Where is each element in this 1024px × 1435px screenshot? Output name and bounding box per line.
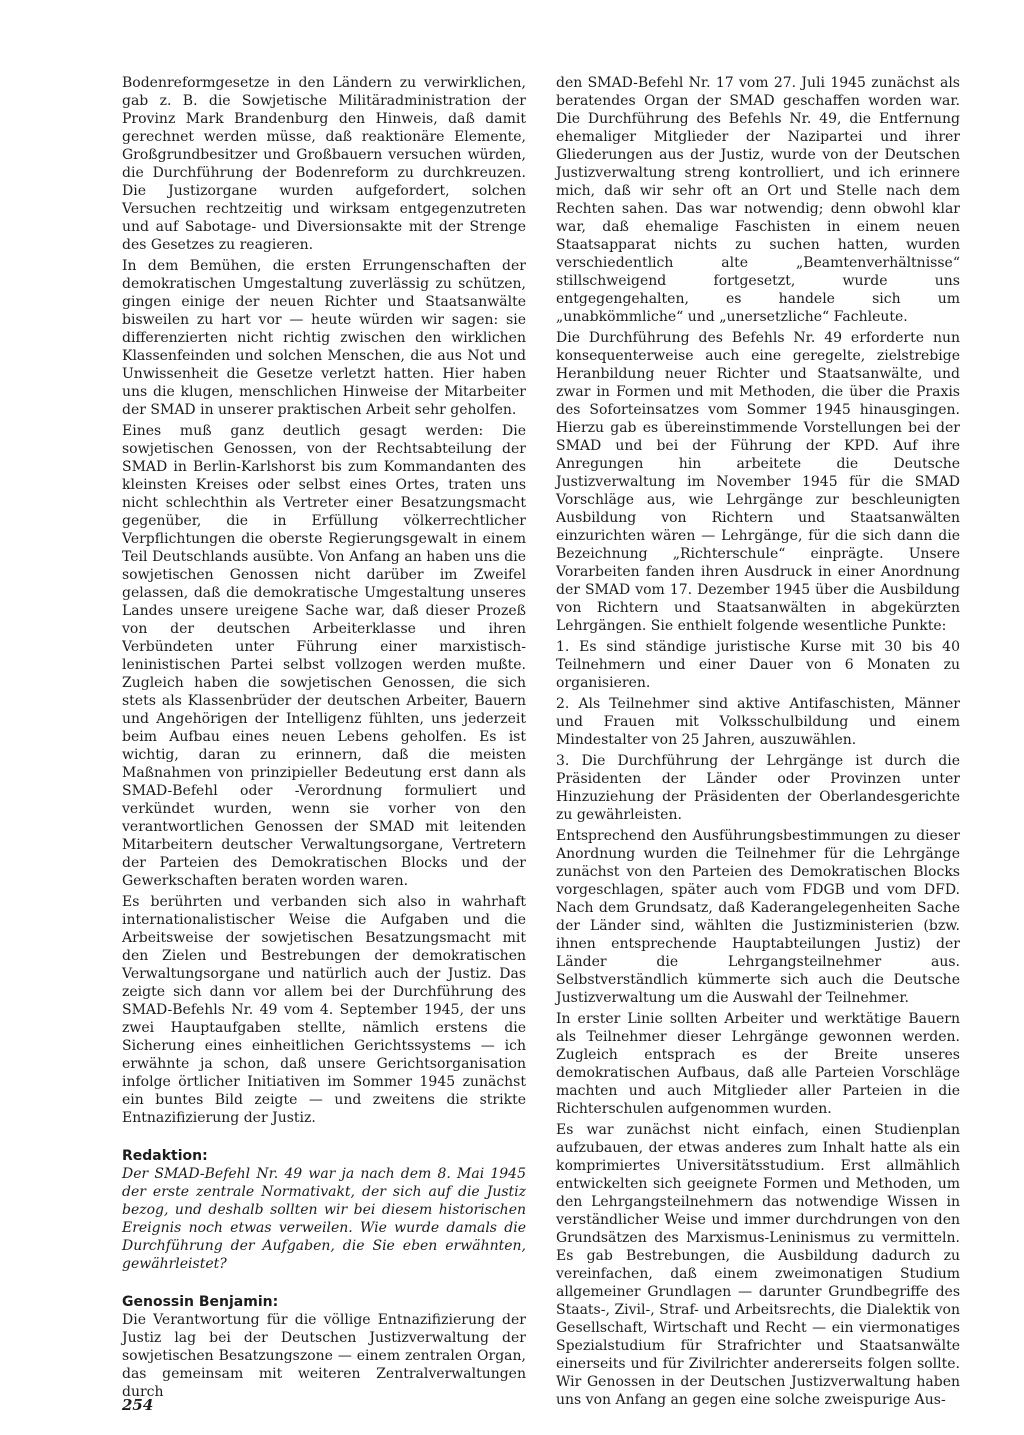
speaker-heading: Redaktion: [122, 1148, 208, 1164]
paragraph: In erster Linie sollten Arbeiter und werktätige Bauern als Teilnehmer dieser Lehrgänge gewonnen werden. Zugleich entsprach es der Breite unseres demokratischen Aufbaus, daß alle Parteien Vorschläge machten und auch Mitglieder aller Parteien in die Richterschulen aufgenommen wurden. [556, 1011, 960, 1117]
paragraph: Es berührten und verbanden sich also in wahrhaft internationalistischer Weise die Aufgaben und die Arbeitsweise der sowjetischen Besatzungsmacht mit den Zielen und Bestrebungen der demokratischen Verwaltungsorgane und natürlich auch der Justiz. Das zeigte sich dann vor allem bei der Durchführung des SMAD-Befehls Nr. 49 vom 4. September 1945, der uns zwei Hauptaufgaben stellte, nämlich erstens die Sicherung eines einheitlichen Gerichtssystems — ich erwähnte ja schon, daß unsere Gerichtsorganisation infolge örtlicher Initiativen im Sommer 1945 zunächst ein buntes Bild zeigte — und zweitens die strikte Entnazifizierung der Justiz. [122, 894, 526, 1126]
speaker-heading: Genossin Benjamin: [122, 1294, 279, 1310]
paragraph: Die Durchführung des Befehls Nr. 49 erforderte nun konsequenterweise auch eine geregelte, zielstrebige Heranbildung neuer Richter und Staatsanwälte, und zwar in Formen und mit Methoden, die über die Praxis des Soforteinsatzes vom Sommer 1945 hinausgingen. Hierzu gab es übereinstimmende Vorstellungen bei der SMAD und bei der Führung der KPD. Auf ihre Anregungen hin arbeitete die Deutsche Justizverwaltung im November 1945 für die SMAD Vorschläge aus, wie Lehrgänge zur beschleunigten Ausbildung von Richtern und Staatsanwälten einzurichten wären — Lehrgänge, für die sich dann die Bezeichnung „Richterschule“ einprägte. Unsere Vorarbeiten fanden ihren Ausdruck in einer Anordnung der SMAD vom 17. Dezember 1945 über die Ausbildung von Richtern und Staatsanwälten in abgekürzten Lehrgängen. Sie enthielt folgende wesentliche Punkte: [556, 330, 960, 634]
editorial-question: Der SMAD-Befehl Nr. 49 war ja nach dem 8. Mai 1945 der erste zentrale Normativakt, der sich auf die Justiz bezog, und deshalb sollten wir bei diesem historischen Ereignis noch etwas verweilen. Wie wurde damals die Durchführung der Aufgaben, die Sie eben erwähnten, gewährleistet? [122, 1166, 526, 1272]
page-number: 254 [122, 1396, 154, 1414]
right-column [556, 74, 960, 1412]
numbered-point: 2. Als Teilnehmer sind aktive Antifaschisten, Männer und Frauen mit Volksschulbildung und einem Mindestalter von 25 Jahren, auszuwählen. [556, 696, 960, 748]
paragraph: Es war zunächst nicht einfach, einen Studienplan aufzubauen, der etwas anderes zum Inhalt hatte als ein komprimiertes Universitätsstudium. Erst allmählich entwickelten sich geeignete Formen und Methoden, um den Lehrgangsteilnehmern das notwendige Wissen in verständlicher Weise und immer durchdrungen von den Grundsätzen des Marxismus-Leninismus zu vermitteln. Es gab Bestrebungen, die Ausbildung dadurch zu vereinfachen, daß einem zweimonatigen Studium allgemeiner Grundlagen — darunter Grundbegriffe des Staats-, Zivil-, Straf- und Arbeitsrechts, die Dialektik von Gesellschaft, Wirtschaft und Recht — ein viermonatiges Spezialstudium für Strafrichter und Staatsanwälte einerseits und für Zivilrichter andererseits folgen sollte. Wir Genossen in der Deutschen Justizverwaltung haben uns von Anfang an gegen eine solche zweispurige Aus- [556, 1122, 960, 1408]
paragraph: Bodenreformgesetze in den Ländern zu verwirklichen, gab z. B. die Sowjetische Militäradministration der Provinz Mark Brandenburg den Hinweis, daß damit gerechnet werden müsse, daß reaktionäre Elemente, Großgrundbesitzer und Großbauern versuchen würden, die Durchführung der Bodenreform zu durchkreuzen. Die Justizorgane wurden aufgefordert, solchen Versuchen rechtzeitig und wirksam entgegenzutreten und auf Sabotage- und Diversionsakte mit der Strenge des Gesetzes zu reagieren. [122, 75, 526, 253]
numbered-point: 3. Die Durchführung der Lehrgänge ist durch die Präsidenten der Länder oder Provinzen unter Hinzuziehung der Präsidenten der Oberlandesgerichte zu gewährleisten. [556, 753, 960, 823]
paragraph: Die Verantwortung für die völlige Entnazifizierung der Justiz lag bei der Deutschen Justizverwaltung der sowjetischen Besatzungszone — einem zentralen Organ, das gemeinsam mit weiteren Zentralverwaltungen durch [122, 1312, 526, 1400]
paragraph: den SMAD-Befehl Nr. 17 vom 27. Juli 1945 zunächst als beratendes Organ der SMAD geschaffen worden war. Die Durchführung des Befehls Nr. 49, die Entfernung ehemaliger Mitglieder der Nazipartei und ihrer Gliederungen aus der Justiz, wurde von der Deutschen Justizverwaltung streng kontrolliert, und ich erinnere mich, daß wir sehr oft an Ort und Stelle nach dem Rechten sahen. Das war notwendig; denn obwohl klar war, daß ehemalige Faschisten in einem neuen Staatsapparat nichts zu suchen hatten, wurden verschiedentlich alte „Beamtenverhältnisse“ stillschweigend fortgesetzt, wurde uns entgegengehalten, es handele sich um „unabkömmliche“ und „unersetzliche“ Fachleute. [556, 75, 960, 325]
left-column [122, 74, 526, 1404]
paragraph: In dem Bemühen, die ersten Errungenschaften der demokratischen Umgestaltung zuverlässig zu schützen, gingen einige der neuen Richter und Staatsanwälte bisweilen zu hart vor — heute würden wir sagen: sie differenzierten nicht richtig zwischen den wirklichen Klassenfeinden und solchen Menschen, die aus Not und Unwissenheit die Gesetze verletzt hatten. Hier haben uns die klugen, menschlichen Hinweise der Mitarbeiter der SMAD in unserer praktischen Arbeit sehr geholfen. [122, 258, 526, 418]
paragraph: Entsprechend den Ausführungsbestimmungen zu dieser Anordnung wurden die Teilnehmer für die Lehrgänge zunächst von den Parteien des Demokratischen Blocks vorgeschlagen, später auch vom FDGB und vom DFD. Nach dem Grundsatz, daß Kaderangelegenheiten Sache der Länder sind, wählten die Justizministerien (bzw. ihnen entsprechende Hauptabteilungen Justiz) der Länder die Lehrgangsteilnehmer aus. Selbstverständlich kümmerte sich auch die Deutsche Justizverwaltung um die Auswahl der Teilnehmer. [556, 828, 960, 1006]
numbered-point: 1. Es sind ständige juristische Kurse mit 30 bis 40 Teilnehmern und einer Dauer von 6 Monaten zu organisieren. [556, 639, 960, 691]
paragraph: Eines muß ganz deutlich gesagt werden: Die sowjetischen Genossen, von der Rechtsabteilung der SMAD in Berlin-Karlshorst bis zum Kommandanten des kleinsten Kreises oder selbst eines Ortes, traten uns nicht schlechthin als Vertreter einer Besatzungsmacht gegenüber, die in Erfüllung völkerrechtlicher Verpflichtungen die oberste Regierungsgewalt in einem Teil Deutschlands ausübte. Von Anfang an haben uns die sowjetischen Genossen nicht darüber im Zweifel gelassen, daß die demokratische Umgestaltung unseres Landes unsere ureigene Sache war, daß dieser Prozeß von der deutschen Arbeiterklasse und ihren Verbündeten unter Führung einer marxistisch-leninistischen Partei selbst vollzogen werden mußte. Zugleich haben die sowjetischen Genossen, die sich stets als Klassenbrüder der deutschen Arbeiter, Bauern und Angehörigen der Intelligenz fühlten, uns jederzeit beim Aufbau eines neuen Lebens geholfen. Es ist wichtig, daran zu erinnern, daß die meisten Maßnahmen von prinzipieller Bedeutung erst dann als SMAD-Befehl oder -Verordnung formuliert und verkündet wurden, wenn sie vorher von den verantwortlichen Genossen der SMAD mit leitenden Mitarbeitern deutscher Verwaltungsorgane, Vertretern der Parteien des Demokratischen Blocks und der Gewerkschaften beraten worden waren. [122, 423, 526, 889]
